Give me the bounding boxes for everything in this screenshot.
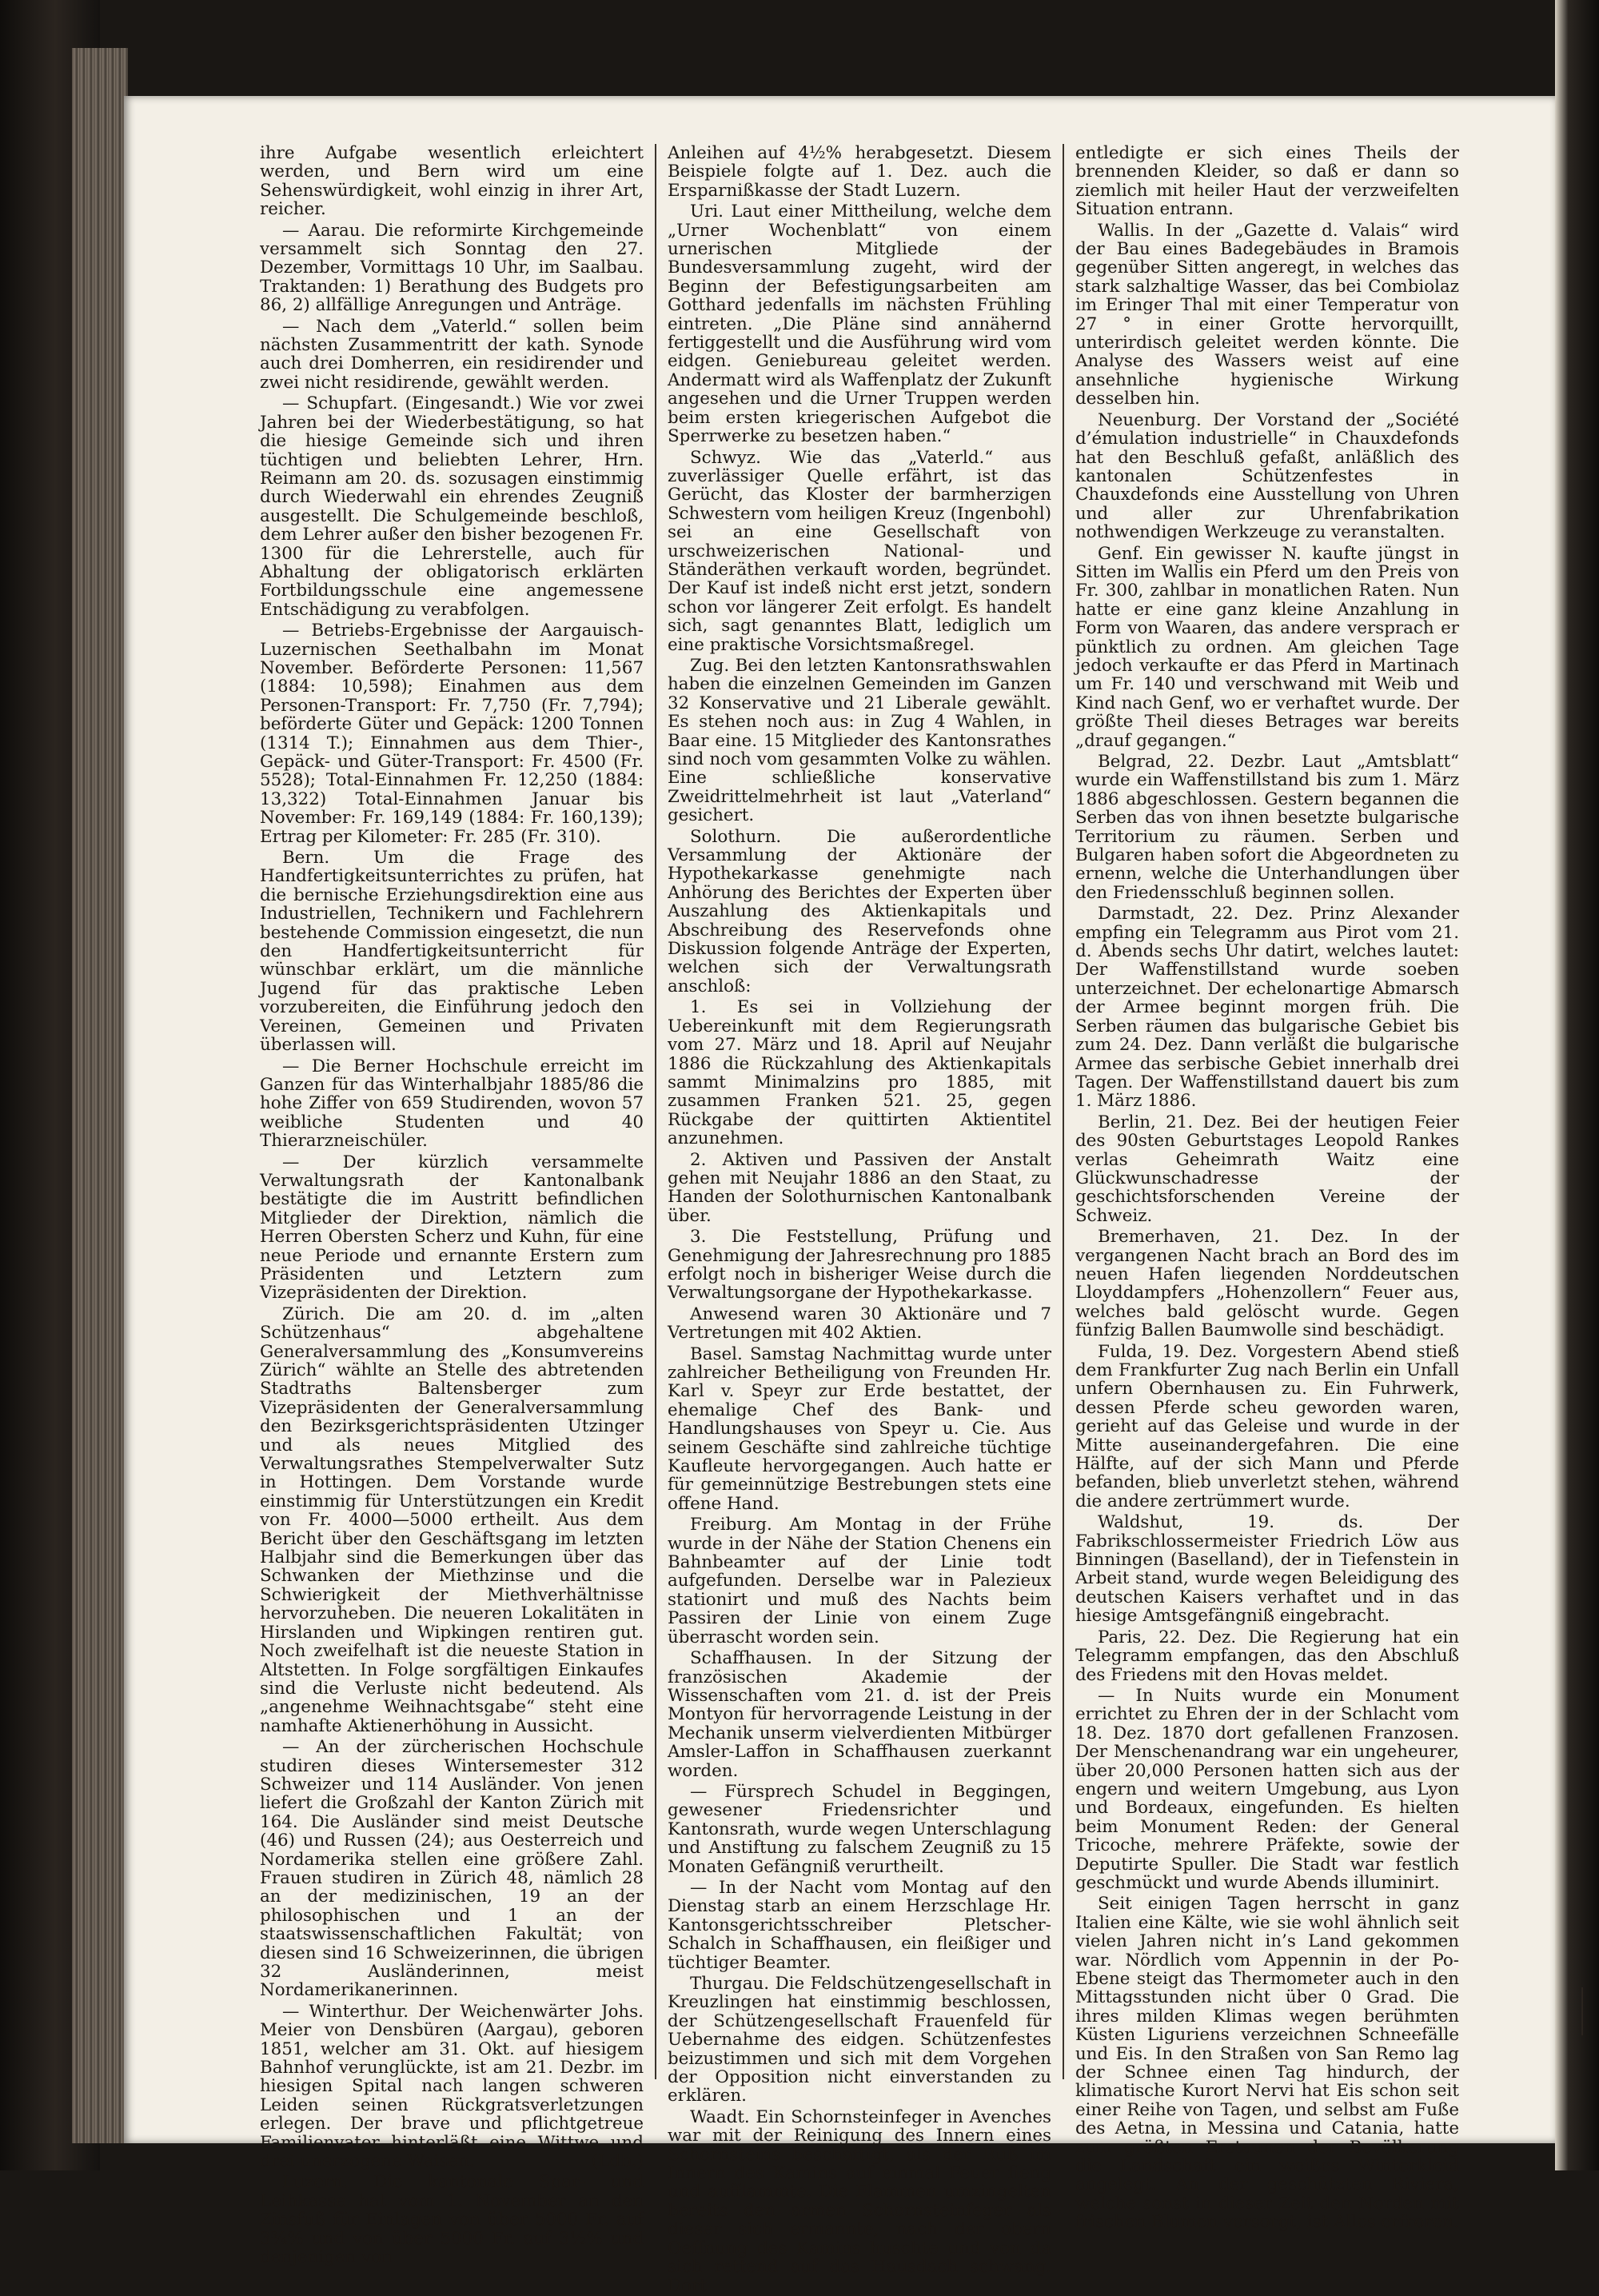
article-paragraph bbox=[260, 144, 644, 219]
paragraph-text: Bern. Um die Frage des Handfertigkeitsunterrichtes zu prüfen, hat die bernische Erziehungsdirektion eine aus Industriellen, Technikern und Fachlehrern bestehende Commission eingesetzt, die nun den Handfertigkeitsunterricht für wünschbar erklärt, um die männliche Jugend für das praktische Leben vorzubereiten, die Einführung jedoch den Vereinen, Gemeinen und Privaten überlassen will. bbox=[260, 848, 644, 1056]
article-paragraph bbox=[260, 1305, 644, 1735]
article-paragraph bbox=[260, 222, 644, 315]
article-paragraph bbox=[1075, 1687, 1459, 1892]
paragraph-text: — Winterthur. Der Weichenwärter Johs. Meier von Densbüren (Aargau), geboren 1851, welcher am 31. Okt. auf hiesigem Bahnhof verunglückte, ist am 21. Dezbr. im hiesigen Spital nach langen schweren Leiden seinen Rückgratsverletzungen erlegen. Der brave und pflichtgetreue Familienvater hinterläßt eine Wittwe und drei unerzogene Waisen. bbox=[260, 2001, 644, 2172]
paragraph-text: — In der Nacht vom Montag auf den Dienstag starb an einem Herzschlage Hr. Kantonsgerichtsschreiber Pletscher-Schalch in Schaffhausen, ein fleißiger und tüchtiger Beamter. bbox=[668, 1877, 1051, 1973]
article-paragraph bbox=[668, 657, 1051, 825]
article-paragraph bbox=[260, 621, 644, 846]
source-signature: (Ldb.) bbox=[591, 2151, 644, 2172]
paragraph-text: Anleihen auf 4½% herabgesetzt. Diesem Beispiele folgte auf 1. Dez. auch die Ersparnißkasse der Stadt Luzern. bbox=[668, 143, 1051, 201]
paragraph-text: — Betriebs-Ergebnisse der Aargauisch-Luzernischen Seethalbahn im Monat November. Beförderte Personen: 11,567 (1884: 10,598); Einahmen aus dem Personen-Transport: Fr. 7,750 (Fr. 7,794); beförderte Güter und Gepäck: 1200 Tonnen (1314 T.); Einnahmen aus dem Thier-, Gepäck- und Güter-Transport: Fr. 4500 (Fr. 5528); Total-Einnahmen Fr. 12,250 (1884: 13,322) Total-Einnahmen Januar bis November: Fr. 169,149 (1884: Fr. 160,139); Ertrag per Kilometer: Fr. 285 (Fr. 310). bbox=[260, 621, 644, 847]
article-paragraph bbox=[668, 449, 1051, 654]
text-column-1 bbox=[260, 143, 644, 2268]
paragraph-text: Zürich. Die am 20. d. im „alten Schützenhaus“ abgehaltene Generalversammlung des „Konsumvereins Zürich“ wählte an Stelle des abtretenden Stadtraths Baltensberger zum Vizepräsidenten der Generalversammlung den Bezirksgerichtspräsidenten Utzinger und als neues Mitglied des Verwaltungsrathes Stempelverwalter Sutz in Hottingen. Dem Vorstande wurde einstimmig für Unterstützungen ein Kredit von Fr. 4000—5000 ertheilt. Aus dem Bericht über den Geschäftsgang im letzten Halbjahr sind die Bemerkungen über das Schwanken der Miethzinse und die Schwierigkeit der Miethverhältnisse hervorzuheben. Die neueren Lokalitäten in Hirslanden und Wipkingen rentiren gut. Noch zweifelhaft ist die neueste Station in Altstetten. In Folge sorgfältigen Einkaufes sind die Verluste nicht bedeutend. Als „angenehme Weihnachtsgabe“ steht eine namhafte Aktienerhöhung in Aussicht. bbox=[260, 1304, 644, 1736]
article-paragraph bbox=[1075, 144, 1459, 219]
book-page-edges bbox=[72, 48, 128, 2143]
paragraph-text: Neuenburg. Der Vorstand der „Société d’émulation industrielle“ in Chauxdefonds hat den Beschluß gefaßt, anläßlich des kantonalen Schützenfestes in Chauxdefonds eine Ausstellung von Uhren und aller zur Uhrenfabrikation nothwendigen Werkzeuge zu veranstalten. bbox=[1075, 409, 1459, 543]
article-paragraph bbox=[1075, 753, 1459, 902]
paragraph-text: Darmstadt, 22. Dez. Prinz Alexander empfing ein Telegramm aus Pirot vom 21. d. Abends sechs Uhr datirt, welches lautet: Der Waffenstillstand wurde soeben unterzeichnet. Der echelonartige Abmarsch der Armee beginnt morgen früh. Die Serben räumen das bulgarische Gebiet bis zum 24. Dez. Dann verläßt die bulgarische Armee das serbische Gebiet innerhalb drei Tagen. Der Waffenstillstand dauert bis zum 1. März 1886. bbox=[1075, 904, 1459, 1112]
paragraph-text: entledigte er sich eines Theils der brennenden Kleider, so daß er dann so ziemlich mit heiler Haut der verzweifelten Situation entrann. bbox=[1075, 143, 1459, 220]
article-paragraph bbox=[1075, 1895, 1459, 2231]
paragraph-text: — Nach dem „Vaterld.“ sollen beim nächsten Zusammentritt der kath. Synode auch drei Domherren, ein residirender und zwei nicht residirende, gewählt werden. bbox=[260, 316, 644, 393]
scan-margin-right bbox=[1555, 0, 1599, 2170]
paragraph-text: — In Nuits wurde ein Monument errichtet zu Ehren der in der Schlacht vom 18. Dez. 1870 dort gefallenen Franzosen. Der Menschenandrang war ein ungeheurer, über 20,000 Personen hatten sich aus der engern und weitern Umgebung, aus Lyon und Bordeaux, eingefunden. Es hielten beim Monument Reden: der General Tricoche, mehrere Präfekte, sowie der Deputirte Spuller. Die Stadt war festlich geschmückt und wurde Abends illuminirt. bbox=[1075, 1685, 1459, 1893]
article-paragraph bbox=[260, 2173, 644, 2266]
article-paragraph bbox=[668, 202, 1051, 445]
article-paragraph bbox=[1075, 222, 1459, 409]
article-paragraph bbox=[668, 2108, 1051, 2295]
article-paragraph bbox=[668, 1151, 1051, 1226]
article-paragraph bbox=[260, 849, 644, 1054]
paragraph-text: Solothurn. Die außerordentliche Versammlung der Aktionäre der Hypothekarkasse genehmigte nach Anhörung des Berichtes der Experten über Auszahlung des Aktienkapitals und Abschreibung des Reservefonds ohne Diskussion folgende Anträge der Experten, welchen sich der Verwaltungsrath anschloß: bbox=[668, 826, 1051, 996]
paragraph-text: Belgrad, 22. Dezbr. Laut „Amtsblatt“ wurde ein Waffenstillstand bis zum 1. März 1886 abgeschlossen. Gestern begannen die Serben das von ihnen besetzte bulgarische Territorium zu räumen. Serben und Bulgaren haben sofort die Abgeordneten zu ernenn, welche die Unterhandlungen über den Friedensschluß beginnen sollen. bbox=[1075, 752, 1459, 903]
article-paragraph bbox=[668, 1975, 1051, 2106]
paragraph-text: — An der zürcherischen Hochschule studiren dieses Wintersemester 312 Schweizer und 114 Ausländer. Von jenen liefert die Großzahl der Kanton Zürich mit 164. Die Ausländer sind meist Deutsche (46) und Russen (24); aus Oesterreich und Nordamerika stellen eine größere Zahl. Frauen studiren in Zürich 48, nämlich 28 an der medizinischen, 19 an der philosophischen und 1 an der staatswissenschaftlichen Fakultät; von diesen sind 16 Schweizerinnen, die übrigen 32 Ausländerinnen, meist Nordamerikanerinnen. bbox=[260, 1737, 644, 2001]
text-column-3 bbox=[1075, 143, 1459, 2233]
paragraph-text: Thurgau. Die Feldschützengesellschaft in Kreuzlingen hat einstimmig beschlossen, der Schützengesellschaft Frauenfeld für Uebernahme des eidgen. Schützenfestes beizustimmen und sich mit dem Vorgehen der Opposition nicht einverstanden zu erklären. bbox=[668, 1974, 1051, 2106]
scan-edge-mark bbox=[1581, 1987, 1593, 2035]
column-rule bbox=[1063, 144, 1064, 2079]
article-paragraph bbox=[1075, 904, 1459, 1110]
article-paragraph bbox=[1075, 411, 1459, 542]
paragraph-text: — Fürsprech Schudel in Beggingen, gewesener Friedensrichter und Kantonsrath, wurde wegen Unterschlagung und Anstiftung zu falschem Zeugniß zu 15 Monaten Gefängniß verurtheilt. bbox=[668, 1781, 1051, 1877]
paragraph-text: Freiburg. Am Montag in der Frühe wurde in der Nähe der Station Chenens ein Bahnbeamter auf der Linie todt aufgefunden. Derselbe war in Palezieux stationirt und muß des Nachts beim Passiren der Linie von einem Zuge überrascht worden sein. bbox=[668, 1515, 1051, 1647]
paragraph-text: — Die Berner Hochschule erreicht im Ganzen für das Winterhalbjahr 1885/86 die hohe Ziffer von 659 Studirenden, wovon 57 weibliche Studenten und 40 Thierarzneischüler. bbox=[260, 1056, 644, 1152]
article-paragraph bbox=[260, 317, 644, 393]
paragraph-text: Bremerhaven, 21. Dez. In der vergangenen Nacht brach an Bord des im neuen Hafen liegenden Norddeutschen Lloyddampfers „Hohenzollern“ Feuer aus, welches bald gelöscht wurde. Gegen fünfzig Ballen Baumwolle sind beschädigt. bbox=[1075, 1227, 1459, 1341]
article-paragraph bbox=[1075, 1228, 1459, 1340]
article-paragraph bbox=[260, 1153, 644, 1303]
paragraph-text: 3. Die Feststellung, Prüfung und Genehmigung der Jahresrechnung pro 1885 erfolgt noch in bisheriger Weise durch die Verwaltungsorgane der Hypothekarkasse. bbox=[668, 1227, 1051, 1304]
article-paragraph bbox=[668, 828, 1051, 996]
paragraph-text: Uri. Laut einer Mittheilung, welche dem „Urner Wochenblatt“ von einem urnerischen Mitgliede der Bundesversammlung zugeht, wird der Beginn der Befestigungsarbeiten am Gotthard jedenfalls im nächsten Frühling eintreten. „Die Pläne sind annähernd fertiggestellt und die Ausführung wird vom eidgen. Geniebureau geleitet werden. Andermatt wird als Waffenplatz der Zukunft angesehen und die Urner Truppen werden beim ersten kriegerischen Aufgebot die Sperrwerke zu besetzen haben.“ bbox=[668, 202, 1051, 447]
paragraph-text: Seit einigen Tagen herrscht in ganz Italien eine Kälte, wie sie wohl ähnlich seit vielen Jahren nicht in’s Land gekommen war. Nördlich vom Appennin in der Po-Ebene steigt das Thermometer auch in den Mittagsstunden nicht über 0 Grad. Die ihres milden Klimas wegen berühmten Küsten Liguriens verzeichnen Schneefälle und Eis. In den Straßen von San Remo lag der Schnee einen Tag hindurch, der klimatische Kurort Nervi hat Eis schon seit einer Reihe von Tagen, und selbst am Fuße des Aetna, in Messina und Catania, hatte zum größten Erstaunen der Bevölkerung die Landschaft ein weißes Winterkleid angelegt. An der geschützten Riviera, welche sonst in dieser Zeit den Norden mit frischen Blumen versorgt, ist Alles erfroren. bbox=[1075, 1894, 1459, 2233]
paragraph-text: 1. Es sei in Vollziehung der Uebereinkunft mit dem Regierungsrath vom 27. März und 18. April auf Neujahr 1886 die Rückzahlung des Aktienkapitals sammt Minimalzins pro 1885, mit zusammen Franken 521. 25, gegen Rückgabe der quittirten Aktientitel anzunehmen. bbox=[668, 997, 1051, 1149]
article-paragraph bbox=[668, 1783, 1051, 1876]
article-paragraph bbox=[668, 144, 1051, 200]
article-paragraph bbox=[668, 998, 1051, 1148]
article-paragraph bbox=[1075, 1628, 1459, 1684]
article-paragraph bbox=[668, 1649, 1051, 1780]
paragraph-text: Paris, 22. Dez. Die Regierung hat ein Telegramm empfangen, das den Abschluß des Friedens mit den Hovas meldet. bbox=[1075, 1627, 1459, 1685]
paragraph-text: Luzern. Die kantonale Spar- und Leihkasse hat vom 1. November an den Zinsfuß für Einlagen von über 5000 Fr. auf 3¾% und von über 5000 Fr. auf 3½% und denjenigen von bbox=[260, 2172, 644, 2268]
paragraph-text: — Der kürzlich versammelte Verwaltungsrath der Kantonalbank bestätigte die im Austritt befindlichen Mitglieder der Direktion, nämlich die Herren Obersten Scherz und Kuhn, für eine neue Periode und ernannte Erstern zum Präsidenten und Letztern zum Vizepräsidenten der Direktion. bbox=[260, 1152, 644, 1304]
article-paragraph bbox=[260, 1057, 644, 1151]
article-paragraph bbox=[1075, 1513, 1459, 1625]
paragraph-text: Waldshut, 19. ds. Der Fabrikschlossermeister Friedrich Löw aus Binningen (Baselland), der in Tiefenstein in Arbeit stand, wurde wegen Beleidigung des deutschen Kaisers verhaftet und in das hiesige Amtsgefängniß eingebracht. bbox=[1075, 1512, 1459, 1627]
paragraph-text: — Schupfart. (Eingesandt.) Wie vor zwei Jahren bei der Wiederbestätigung, so hat die hiesige Gemeinde sich und ihren tüchtigen und beliebten Lehrer, Hrn. Reimann am 20. ds. sozusagen einstimmig durch Wiederwahl ein ehrendes Zeugniß ausgestellt. Die Schulgemeinde beschloß, dem Lehrer außer den bisher bezogenen Fr. 1300 für die Lehrerstelle, auch für Abhaltung der obligatorisch erklärten Fortbildungsschule eine angemessene Entschädigung zu verabfolgen. bbox=[260, 393, 644, 620]
article-paragraph bbox=[1075, 1343, 1459, 1511]
paragraph-text: Waadt. Ein Schornsteinfeger in Avenches war mit der Reinigung des Innern eines Schornsteins beschäftigt, als der Ruß im Innern des Kamins auf einmal Feuer fieng und aufflammte. Die Flammen umzingelten bereits den armen Schornsteinfeger als dieser sich ermannte, nach der obern Oeffnung des Kamins huschte und von da sich rettend auf das Hausdach schwang. Dort bbox=[668, 2106, 1051, 2296]
paragraph-text: Schaffhausen. In der Sitzung der französischen Akademie der Wissenschaften vom 21. d. ist der Preis Montyon für hervorragende Leistung in der Mechanik unserm vielverdienten Mitbürger Amsler-Laffon in Schaffhausen zuerkannt worden. bbox=[668, 1648, 1051, 1781]
article-paragraph bbox=[1075, 545, 1459, 750]
article-paragraph bbox=[668, 1515, 1051, 1647]
article-paragraph bbox=[668, 1345, 1051, 1514]
paragraph-text: Berlin, 21. Dez. Bei der heutigen Feier des 90sten Geburtstages Leopold Rankes verlas Geheimrath Waitz eine Glückwunschadresse der geschichtsforschenden Vereine der Schweiz. bbox=[1075, 1112, 1459, 1226]
article-paragraph bbox=[260, 2003, 644, 2171]
column-rule bbox=[655, 144, 656, 2079]
paragraph-text: — Aarau. Die reformirte Kirchgemeinde versammelt sich Sonntag den 27. Dezember, Vormittags 10 Uhr, im Saalbau. Traktanden: 1) Berathung des Budgets pro 86, 2) allfällige Anregungen und Anträge. bbox=[260, 220, 644, 316]
article-paragraph bbox=[1075, 1113, 1459, 1225]
newspaper-page bbox=[124, 96, 1555, 2296]
paragraph-text: Schwyz. Wie das „Vaterld.“ aus zuverlässiger Quelle erfährt, ist das Gerücht, das Kloster der barmherzigen Schwestern vom heiligen Kreuz (Ingenbohl) sei an eine Gesellschaft von urschweizerischen National- und Ständeräthen verkauft worden, begründet. Der Kauf ist indeß nicht erst jetzt, sondern schon vor längerer Zeit erfolgt. Es handelt sich, sagt genanntes Blatt, lediglich um eine praktische Vorsichtsmaßregel. bbox=[668, 447, 1051, 655]
article-paragraph bbox=[260, 1738, 644, 2000]
paragraph-text: Genf. Ein gewisser N. kaufte jüngst in Sitten im Wallis ein Pferd um den Preis von Fr. 300, zahlbar in monatlichen Raten. Nun hatte er eine ganz kleine Anzahlung in Form von Waaren, das andere versprach er pünktlich zu ordnen. Am gleichen Tage jedoch verkaufte er das Pferd in Martinach um Fr. 140 und verschwand mit Weib und Kind nach Genf, wo er verhaftet wurde. Der größte Theil dieses Betrages war bereits „drauf gegangen.“ bbox=[1075, 543, 1459, 751]
paragraph-text: 2. Aktiven und Passiven der Anstalt gehen mit Neujahr 1886 an den Staat, zu Handen der Solothurnischen Kantonalbank über. bbox=[668, 1149, 1051, 1226]
article-paragraph bbox=[668, 1879, 1051, 1972]
text-column-2 bbox=[668, 143, 1051, 2296]
article-paragraph bbox=[668, 1305, 1051, 1343]
paragraph-text: Basel. Samstag Nachmittag wurde unter zahlreicher Betheiligung von Freunden Hr. Karl v. Speyr zur Erde bestattet, der ehemalige Chef des Bank- und Handlungshauses von Speyr u. Cie. Aus seinem Geschäfte sind zahlreiche tüchtige Kaufleute hervorgegangen. Auch hatte er für gemeinnützige Bestrebungen stets eine offene Hand. bbox=[668, 1344, 1051, 1514]
paragraph-text: Fulda, 19. Dez. Vorgestern Abend stieß dem Frankfurter Zug nach Berlin ein Unfall unfern Obernhausen zu. Ein Fuhrwerk, dessen Pferde scheu geworden waren, gerieht auf das Geleise und wurde in der Mitte auseinandergefahren. Die eine Hälfte, auf der sich Mann und Pferde befanden, blieb unverletzt stehen, während die andere zertrümmert wurde. bbox=[1075, 1341, 1459, 1511]
article-paragraph bbox=[668, 1228, 1051, 1303]
paragraph-text: Zug. Bei den letzten Kantonsrathswahlen haben die einzelnen Gemeinden im Ganzen 32 Konservative und 21 Liberale gewählt. Es stehen noch aus: in Zug 4 Wahlen, in Baar eine. 15 Mitglieder des Kantonsrathes sind noch vom gesammten Volke zu wählen. Eine schließliche konservative Zweidrittelmehrheit ist laut „Vaterland“ gesichert. bbox=[668, 655, 1051, 826]
paragraph-text: Anwesend waren 30 Aktionäre und 7 Vertretungen mit 402 Aktien. bbox=[668, 1304, 1051, 1344]
paragraph-text: Wallis. In der „Gazette d. Valais“ wird der Bau eines Badegebäudes in Bramois gegenüber Sitten angeregt, in welches das stark salzhaltige Wasser, das bei Combiolaz im Eringer Thal mit einer Temperatur von 27 ° in einer Grotte hervorquillt, unterirdisch geleitet werden könnte. Die Analyse des Wassers weist auf eine ansehnliche hygienische Wirkung desselben hin. bbox=[1075, 220, 1459, 409]
paragraph-text: ihre Aufgabe wesentlich erleichtert werden, und Bern wird um eine Sehenswürdigkeit, wohl einzig in ihrer Art, reicher. bbox=[260, 143, 644, 220]
article-paragraph bbox=[260, 394, 644, 619]
